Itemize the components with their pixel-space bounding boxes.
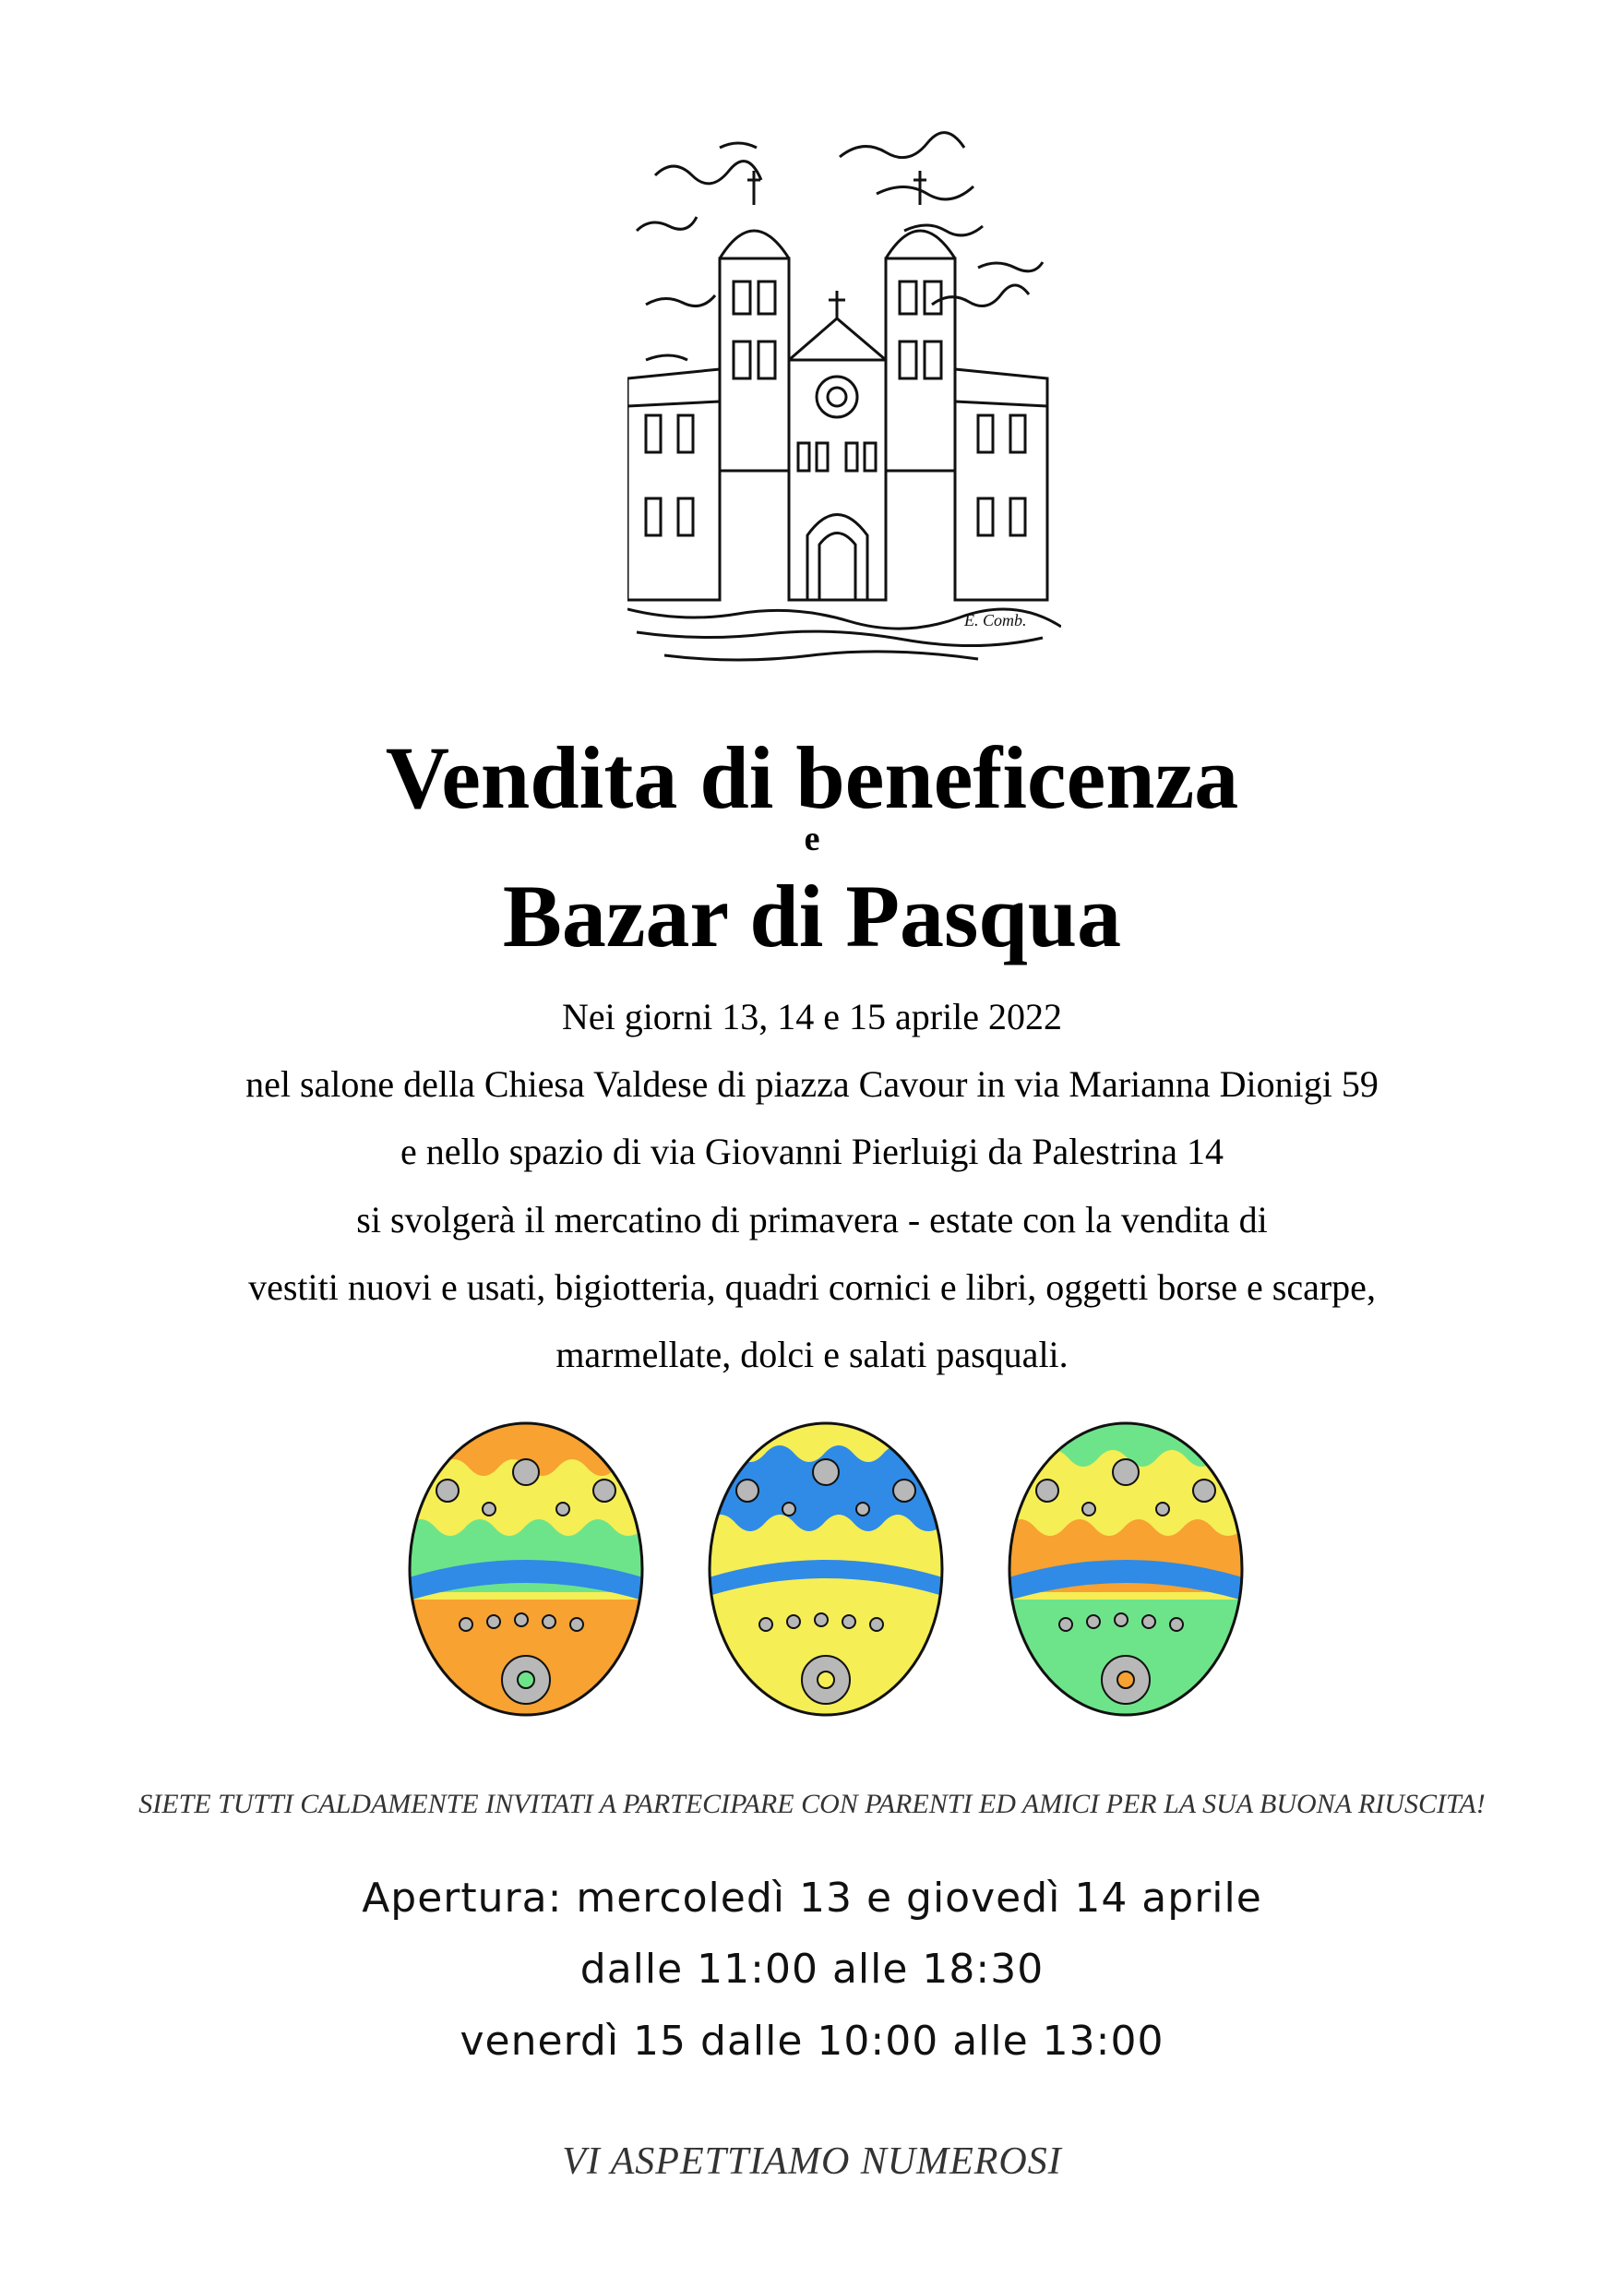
hours-line-2: dalle 11:00 alle 18:30: [579, 1946, 1045, 1993]
title-connector: e: [804, 820, 820, 858]
invitation-text: SIETE TUTTI CALDAMENTE INVITATI A PARTECIPARE CON PARENTI ED AMICI PER LA SUA BUONA RIUSCITA!: [138, 1789, 1486, 1819]
hours-line-1: Apertura: mercoledì 13 e giovedì 14 aprile: [362, 1875, 1262, 1922]
title-line-2: Bazar di Pasqua: [502, 867, 1122, 965]
church-drawing-icon: [627, 120, 1061, 692]
signature: E. Comb.: [964, 611, 1027, 629]
detail-line-description: si svolgerà il mercatino di primavera - estate con la vendita di: [356, 1199, 1268, 1240]
detail-line-location-1: nel salone della Chiesa Valdese di piazza Cavour in via Marianna Dionigi 59: [245, 1063, 1379, 1105]
detail-line-items: vestiti nuovi e usati, bigiotteria, quadri cornici e libri, oggetti borse e scarpe,: [248, 1266, 1376, 1308]
title-line-1: Vendita di beneficenza: [385, 728, 1239, 827]
detail-line-food: marmellate, dolci e salati pasquali.: [555, 1334, 1069, 1375]
easter-eggs-illustration: [406, 1417, 1255, 1721]
closing-text: VI ASPETTIAMO NUMEROSI: [562, 2140, 1062, 2183]
detail-line-location-2: e nello spazio di via Giovanni Pierluigi da Palestrina 14: [400, 1131, 1224, 1172]
hours-line-3: venerdì 15 dalle 10:00 alle 13:00: [460, 2018, 1164, 2065]
detail-line-dates: Nei giorni 13, 14 e 15 aprile 2022: [561, 996, 1063, 1037]
